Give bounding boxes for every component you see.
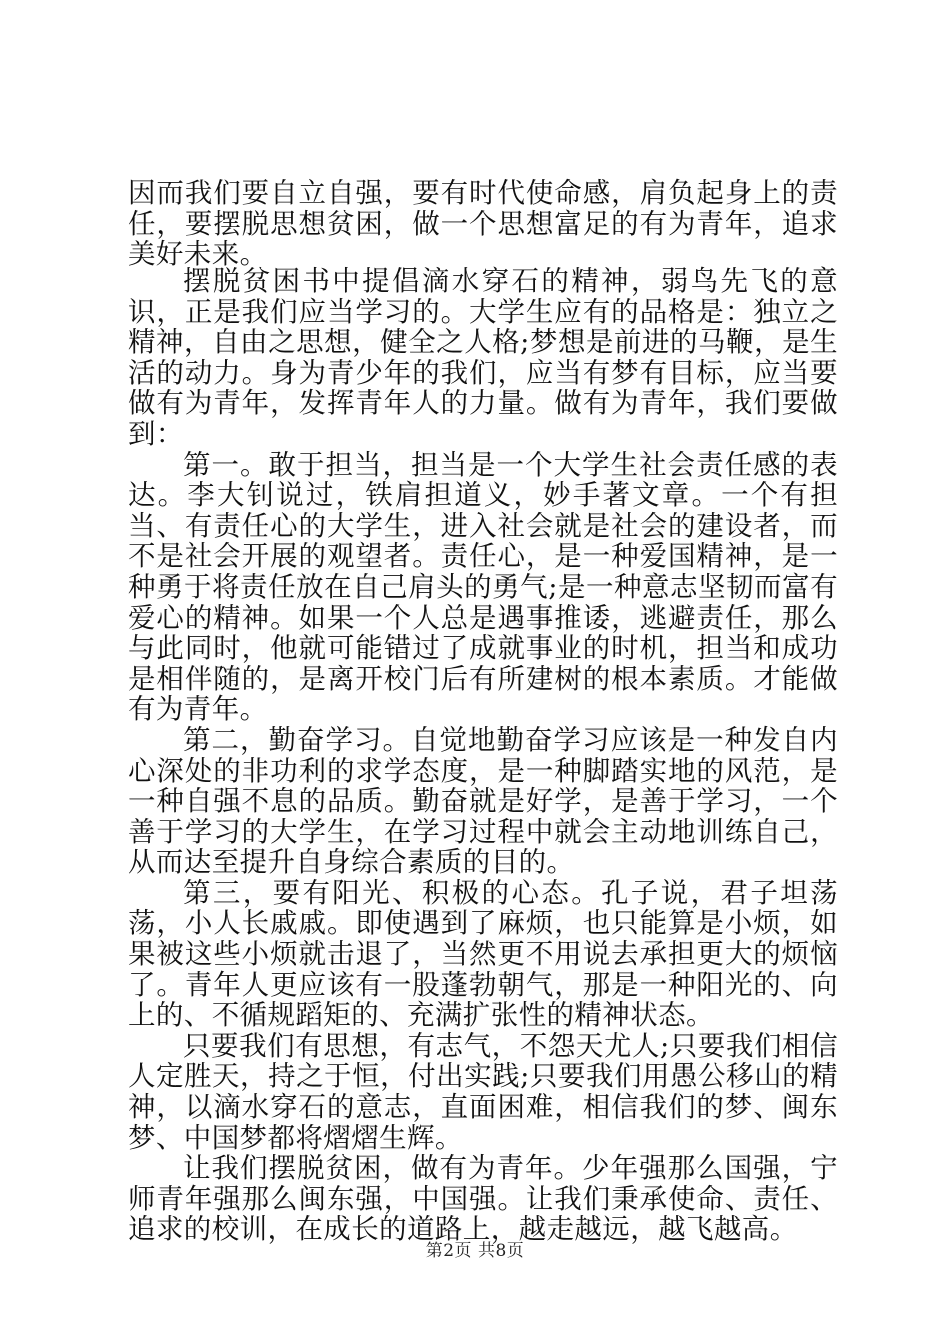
paragraph-second-point: 第二，勤奋学习。自觉地勤奋学习应该是一种发自内心深处的非功利的求学态度，是一种脚踏实地的风范，是一种自强不息的品质。勤奋就是好学，是善于学习，一个善于学习的大学生，在学习过程中就会主动地训练自己，从而达至提升自身综合素质的目的。 [128, 723, 838, 879]
paragraph-aspiration: 只要我们有思想，有志气，不怨天尤人;只要我们相信人定胜天，持之于恒，付出实践;只要我们用愚公移山的精神，以滴水穿石的意志，直面困难，相信我们的梦、闽东梦、中国梦都将熠熠生辉。 [128, 1029, 838, 1154]
paragraph-third-point: 第三，要有阳光、积极的心态。孔子说，君子坦荡荡，小人长戚戚。即使遇到了麻烦，也只能算是小烦，如果被这些小烦就击退了，当然更不用说去承担更大的烦恼了。青年人更应该有一股蓬勃朝气，那是一种阳光的、向上的、不循规蹈矩的、充满扩张性的精神状态。 [128, 876, 838, 1032]
paragraph-intro: 摆脱贫困书中提倡滴水穿石的精神，弱鸟先飞的意识，正是我们应当学习的。大学生应有的品格是：独立之精神，自由之思想，健全之人格;梦想是前进的马鞭，是生活的动力。身为青少年的我们，应当有梦有目标，应当要做有为青年，发挥青年人的力量。做有为青年，我们要做到： [128, 265, 838, 450]
lead-paragraph: 因而我们要自立自强，要有时代使命感，肩负起身上的责任，要摆脱思想贫困，做一个思想富足的有为青年，追求美好未来。 [128, 177, 838, 271]
page-number-footer: 第2页 共8页 [425, 1241, 525, 1261]
paragraph-conclusion: 让我们摆脱贫困，做有为青年。少年强那么国强，宁师青年强那么闽东强，中国强。让我们秉承使命、责任、追求的校训，在成长的道路上，越走越远，越飞越高。 [128, 1152, 838, 1246]
lead-text-block [128, 178, 838, 270]
main-text-block [128, 266, 838, 1245]
paragraph-first-point: 第一。敢于担当，担当是一个大学生社会责任感的表达。李大钊说过，铁肩担道义，妙手著文章。一个有担当、有责任心的大学生，进入社会就是社会的建设者，而不是社会开展的观望者。责任心，是一种爱国精神，是一种勇于将责任放在自己肩头的勇气;是一种意志坚韧而富有爱心的精神。如果一个人总是遇事推诿，逃避责任，那么与此同时，他就可能错过了成就事业的时机，担当和成功是相伴随的，是离开校门后有所建树的根本素质。才能做有为青年。 [128, 448, 838, 726]
